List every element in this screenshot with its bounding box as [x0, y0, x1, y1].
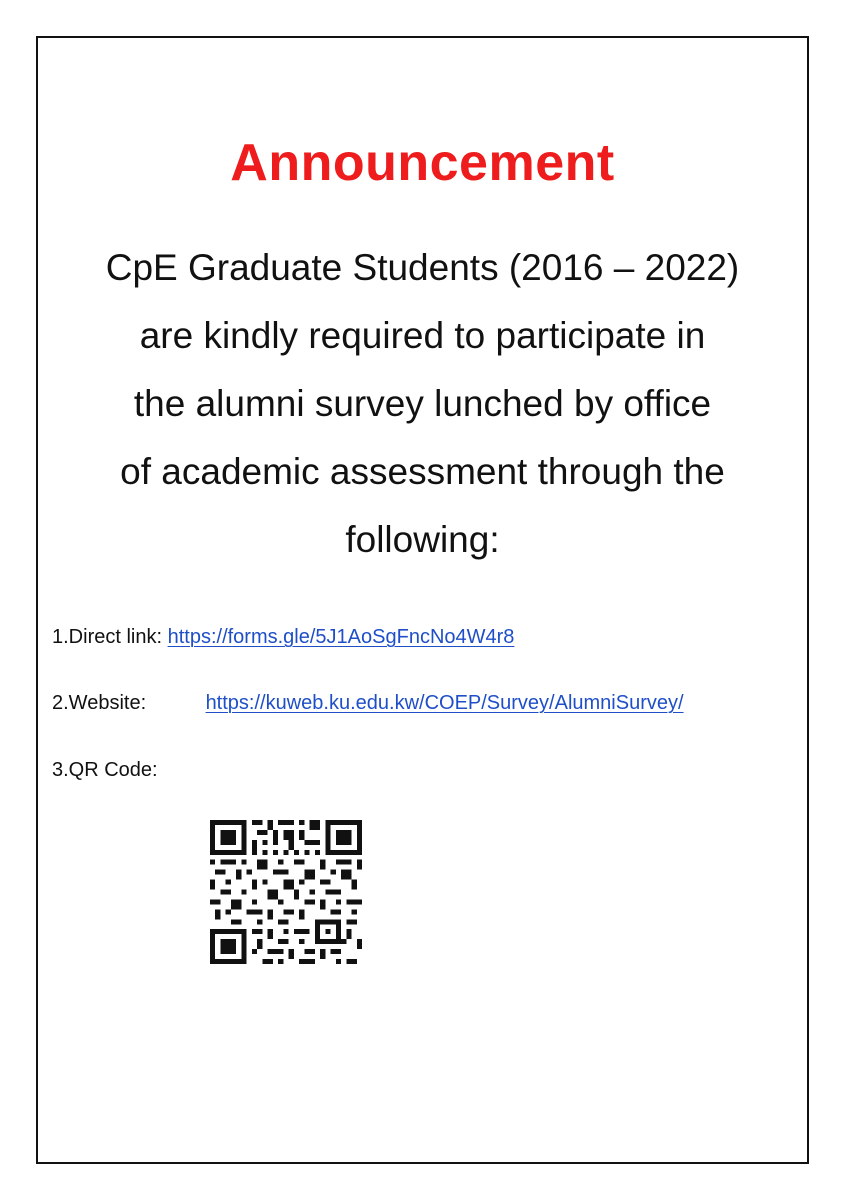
- website-item: [52, 690, 684, 716]
- website-link[interactable]: https://kuweb.ku.edu.kw/COEP/Survey/AlumniSurvey/: [205, 692, 684, 714]
- direct-link-label: 1.Direct link:: [52, 626, 163, 648]
- body-line: of academic assessment through the: [120, 451, 725, 492]
- qr-code-label: 3.QR Code:: [52, 759, 158, 781]
- qr-code-icon[interactable]: [210, 820, 362, 964]
- announcement-body: [78, 234, 767, 574]
- body-line: are kindly required to participate in: [139, 315, 706, 356]
- announcement-title: Announcement: [230, 134, 615, 192]
- direct-link[interactable]: https://forms.gle/5J1AoSgFncNo4W4r8: [167, 626, 515, 648]
- body-line: the alumni survey lunched by office: [133, 383, 712, 424]
- website-label: 2.Website:: [52, 692, 147, 714]
- body-line: following:: [345, 519, 500, 560]
- qr-code-item: [52, 757, 158, 783]
- direct-link-item: [52, 624, 514, 650]
- body-line: CpE Graduate Students (2016 – 2022): [105, 247, 740, 288]
- announcement-frame: [36, 36, 809, 1164]
